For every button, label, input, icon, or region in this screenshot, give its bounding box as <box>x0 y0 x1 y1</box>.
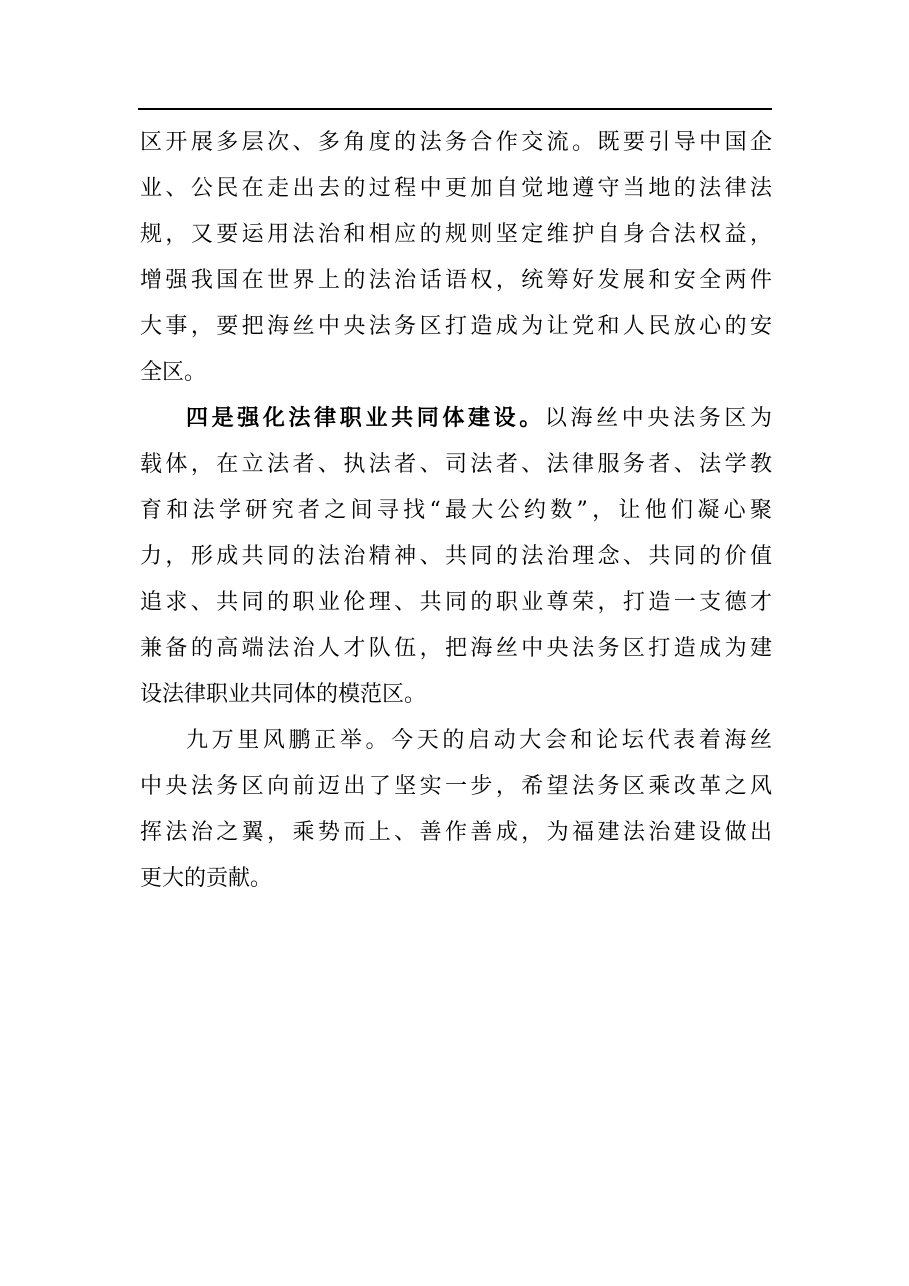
text-line <box>140 396 772 442</box>
text-line: 载体，在立法者、执法者、司法者、法律服务者、法学教 <box>140 452 772 477</box>
text-line: 九万里风鹏正举。今天的启动大会和论坛代表着海丝 <box>186 728 772 753</box>
text-line: 追求、共同的职业伦理、共同的职业尊荣，打造一支德才 <box>140 590 772 615</box>
text-line: 业、公民在走出去的过程中更加自觉地遵守当地的法律法 <box>140 176 772 201</box>
text-line: 增强我国在世界上的法治话语权，统筹好发展和安全两件 <box>140 268 772 293</box>
text-line: 力，形成共同的法治精神、共同的法治理念、共同的价值 <box>140 544 772 569</box>
text-line: 挥法治之翼，乘势而上、善作善成，为福建法治建设做出 <box>140 820 772 845</box>
text-line: 更大的贡献。 <box>140 866 273 891</box>
text-line: 兼备的高端法治人才队伍，把海丝中央法务区打造成为建 <box>140 636 772 661</box>
header-rule <box>138 108 772 110</box>
text-line: 区开展多层次、多角度的法务合作交流。既要引导中国企 <box>140 130 772 155</box>
body-text <box>140 120 772 902</box>
paragraph-2 <box>140 396 772 718</box>
text-line: 设法律职业共同体的模范区。 <box>140 682 427 707</box>
text-line: 育和法学研究者之间寻找“最大公约数”，让他们凝心聚 <box>140 498 772 523</box>
paragraph-lead-rest: 以海丝中央法务区为 <box>544 406 772 431</box>
paragraph-3 <box>140 718 772 902</box>
text-line: 大事，要把海丝中央法务区打造成为让党和人民放心的安 <box>140 314 772 339</box>
paragraph-lead-heading: 四是强化法律职业共同体建设。 <box>186 406 545 431</box>
text-line: 中央法务区向前迈出了坚实一步，希望法务区乘改革之风 <box>140 774 772 799</box>
paragraph-1 <box>140 120 772 396</box>
text-line: 全区。 <box>140 360 207 385</box>
text-line: 规，又要运用法治和相应的规则坚定维护自身合法权益， <box>140 222 772 247</box>
